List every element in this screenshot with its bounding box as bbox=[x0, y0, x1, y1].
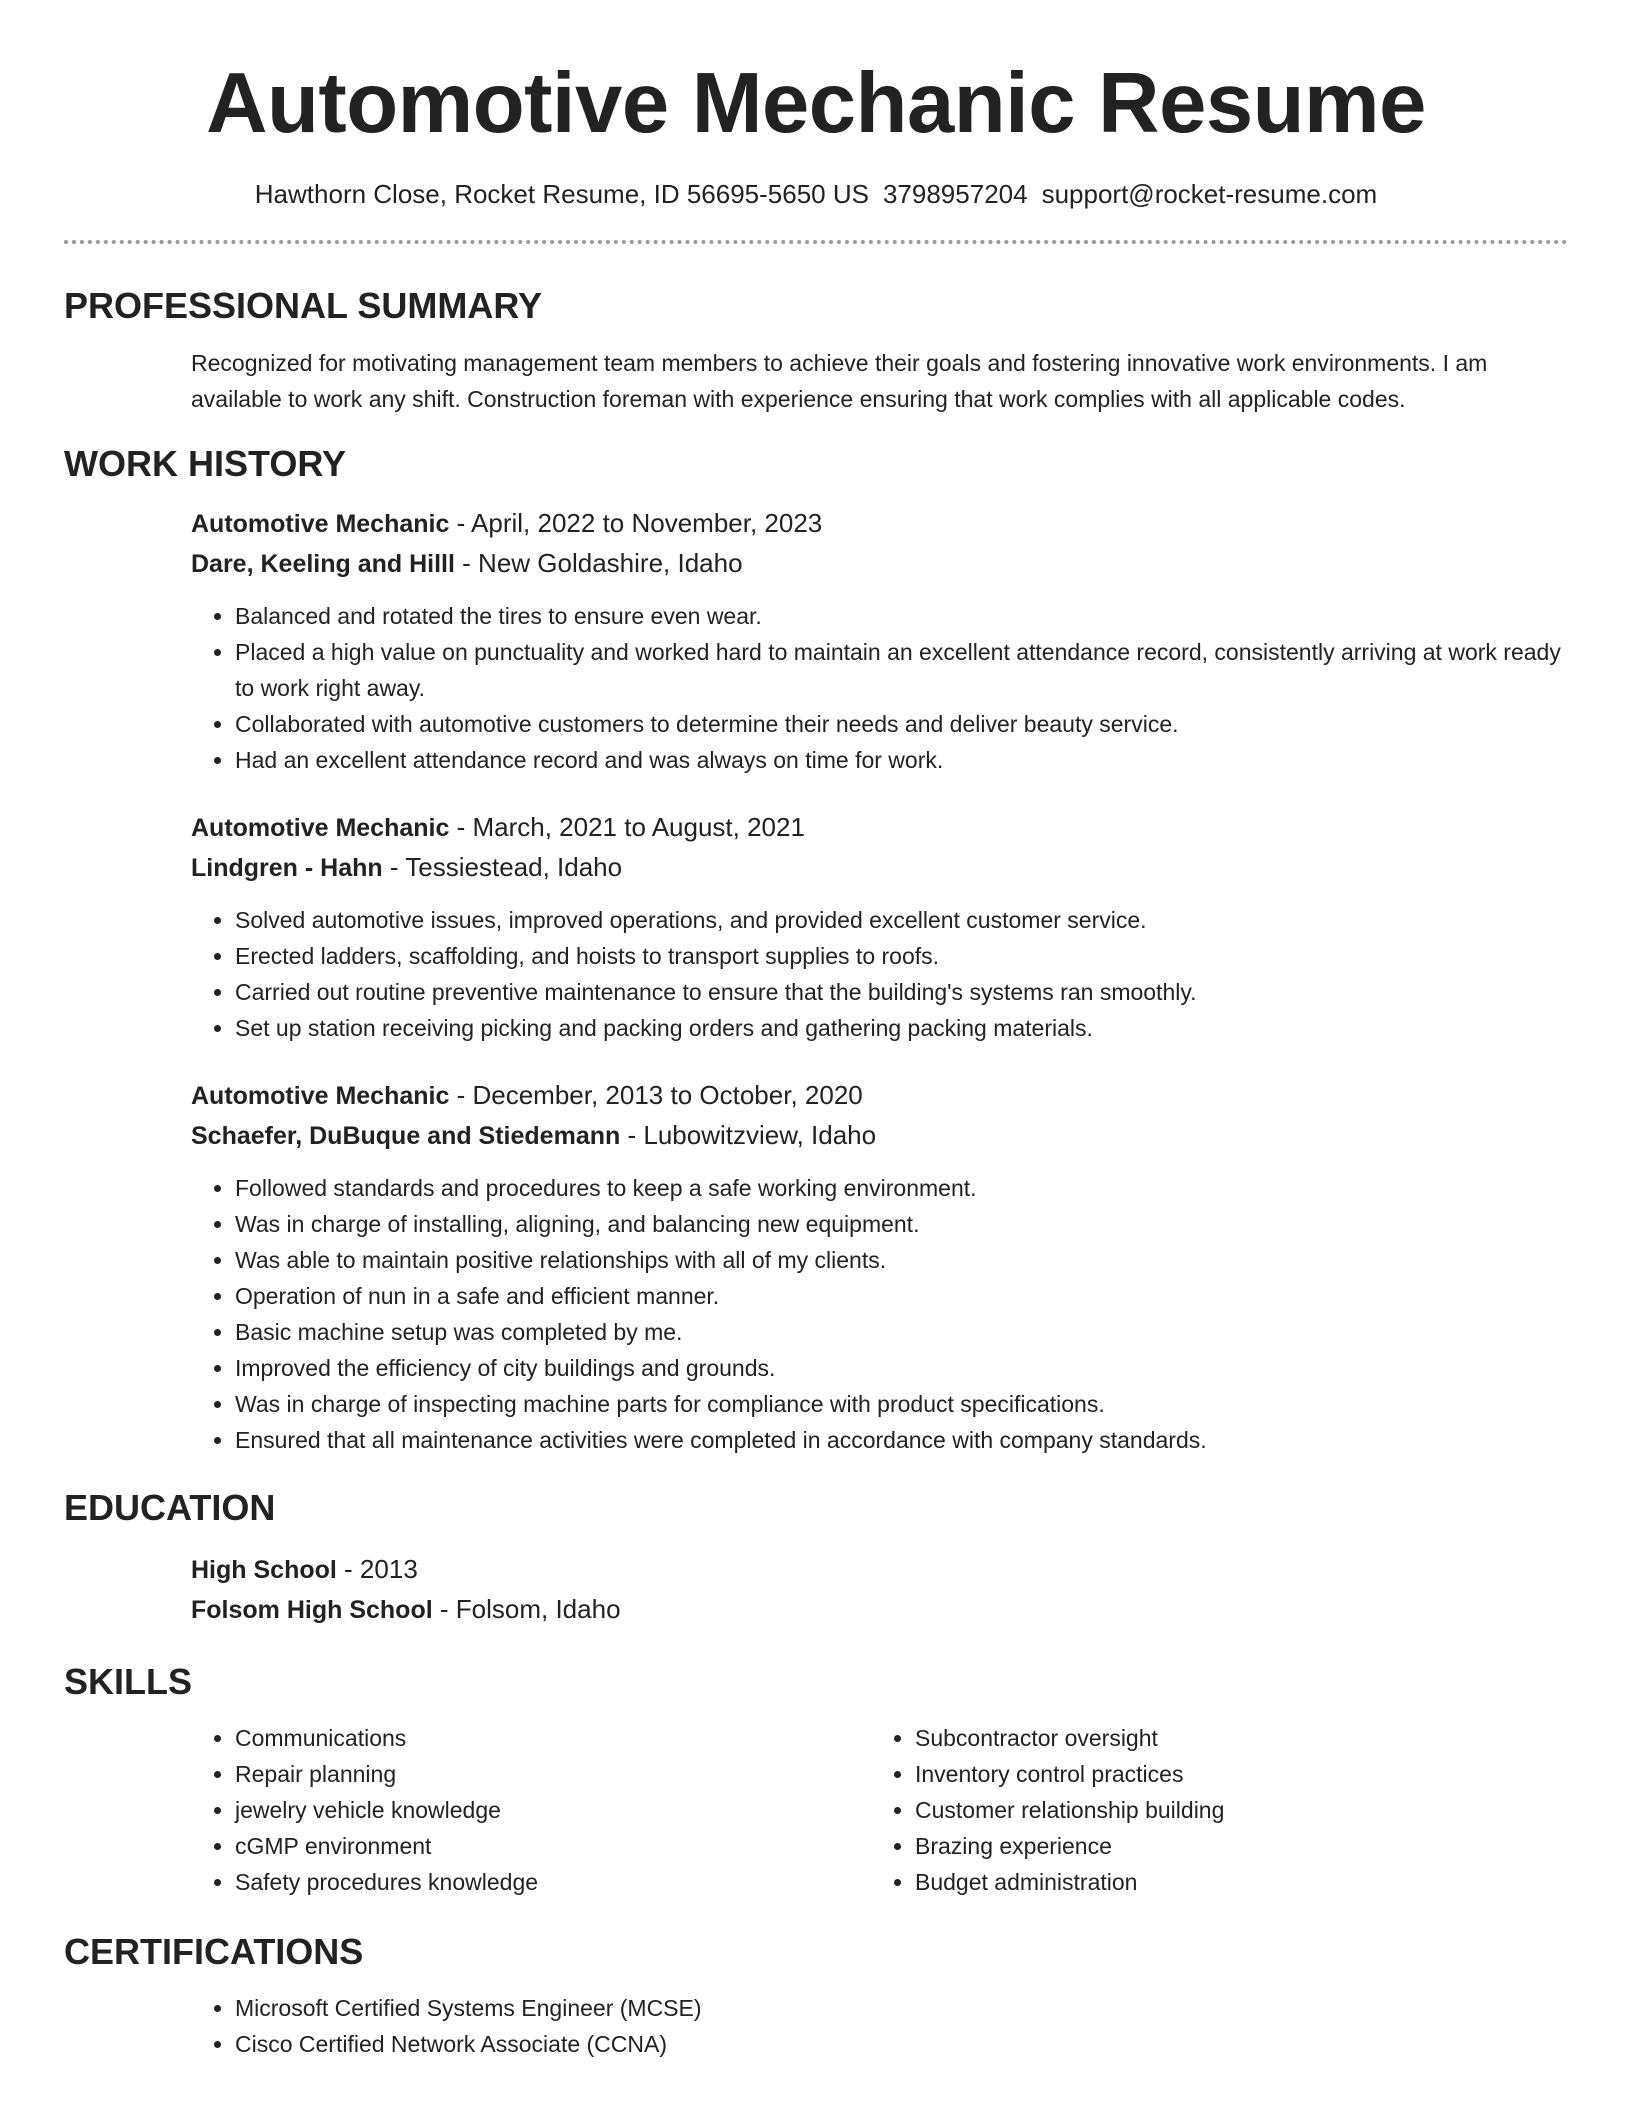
contact-line bbox=[64, 178, 1568, 210]
list-item: • Solved automotive issues, improved operations, and provided excellent customer service. bbox=[235, 902, 1568, 938]
job-dates: - April, 2022 to November, 2023 bbox=[449, 508, 823, 538]
job-entry bbox=[64, 504, 1568, 778]
list-item: • Collaborated with automotive customers to determine their needs and deliver beauty service. bbox=[235, 706, 1568, 742]
education-year: - 2013 bbox=[336, 1554, 418, 1584]
list-item: • Had an excellent attendance record and was always on time for work. bbox=[235, 742, 1568, 778]
certification-item: • Cisco Certified Network Associate (CCNA) bbox=[235, 2026, 1568, 2062]
education-degree-line bbox=[191, 1550, 1568, 1590]
list-item: • Carried out routine preventive maintenance to ensure that the building's systems ran smoothly. bbox=[235, 974, 1568, 1010]
job-dates: - March, 2021 to August, 2021 bbox=[449, 812, 805, 842]
list-item: • Basic machine setup was completed by me. bbox=[235, 1314, 1568, 1350]
job-location: - New Goldashire, Idaho bbox=[454, 548, 743, 578]
skill-item: • Inventory control practices bbox=[915, 1756, 1551, 1792]
list-item: • Was able to maintain positive relationships with all of my clients. bbox=[235, 1242, 1568, 1278]
job-company-line bbox=[191, 848, 1568, 888]
education-entry bbox=[64, 1550, 1568, 1630]
list-item: • Ensured that all maintenance activities were completed in accordance with company standards. bbox=[235, 1422, 1568, 1458]
skills-column-right bbox=[871, 1720, 1551, 1900]
job-entry bbox=[64, 1076, 1568, 1458]
certifications-bullets bbox=[191, 1990, 1568, 2062]
contact-email: support@rocket-resume.com bbox=[1041, 179, 1378, 209]
list-item: • Improved the efficiency of city buildings and grounds. bbox=[235, 1350, 1568, 1386]
list-item: • Was in charge of inspecting machine parts for compliance with product specifications. bbox=[235, 1386, 1568, 1422]
job-company-line bbox=[191, 1116, 1568, 1156]
skill-item: • jewelry vehicle knowledge bbox=[235, 1792, 871, 1828]
section-title-summary: PROFESSIONAL SUMMARY bbox=[64, 285, 543, 326]
header-divider bbox=[64, 240, 1568, 244]
skill-item: • Budget administration bbox=[915, 1864, 1551, 1900]
skill-item: • cGMP environment bbox=[235, 1828, 871, 1864]
skills-column-left bbox=[191, 1720, 871, 1900]
education-school-line bbox=[191, 1590, 1568, 1630]
resume-title: Automotive Mechanic Resume bbox=[206, 56, 1426, 151]
list-item: • Was in charge of installing, aligning, and balancing new equipment. bbox=[235, 1206, 1568, 1242]
section-title-education: EDUCATION bbox=[64, 1487, 276, 1528]
job-company: Lindgren - Hahn bbox=[191, 854, 383, 882]
job-role-line bbox=[191, 808, 1568, 848]
job-location: - Tessiestead, Idaho bbox=[382, 852, 623, 882]
job-company: Schaefer, DuBuque and Stiedemann bbox=[191, 1122, 621, 1150]
list-item: • Operation of nun in a safe and efficient manner. bbox=[235, 1278, 1568, 1314]
job-company: Dare, Keeling and Hilll bbox=[191, 550, 455, 578]
list-item: • Set up station receiving picking and packing orders and gathering packing materials. bbox=[235, 1010, 1568, 1046]
skill-item: • Communications bbox=[235, 1720, 871, 1756]
job-role: Automotive Mechanic bbox=[191, 1082, 450, 1110]
skill-item: • Subcontractor oversight bbox=[915, 1720, 1551, 1756]
job-dates: - December, 2013 to October, 2020 bbox=[449, 1080, 863, 1110]
contact-phone: 3798957204 bbox=[882, 179, 1028, 209]
section-title-work-history: WORK HISTORY bbox=[64, 443, 347, 484]
job-company-line bbox=[191, 544, 1568, 584]
job-role-line bbox=[191, 504, 1568, 544]
job-bullets bbox=[191, 902, 1568, 1046]
job-bullets bbox=[191, 1170, 1568, 1458]
section-title-skills: SKILLS bbox=[64, 1661, 193, 1702]
skill-item: • Brazing experience bbox=[915, 1828, 1551, 1864]
job-location: - Lubowitzview, Idaho bbox=[620, 1120, 877, 1150]
skill-item: • Customer relationship building bbox=[915, 1792, 1551, 1828]
job-role: Automotive Mechanic bbox=[191, 510, 450, 538]
skills-bullets-left bbox=[191, 1720, 871, 1900]
education-location: - Folsom, Idaho bbox=[432, 1594, 621, 1624]
skill-item: • Repair planning bbox=[235, 1756, 871, 1792]
list-item: • Erected ladders, scaffolding, and hoists to transport supplies to roofs. bbox=[235, 938, 1568, 974]
skills-bullets-right bbox=[871, 1720, 1551, 1900]
job-bullets bbox=[191, 598, 1568, 778]
education-degree: High School bbox=[191, 1556, 337, 1584]
skills-list bbox=[64, 1720, 1568, 1900]
list-item: • Placed a high value on punctuality and worked hard to maintain an excellent attendance record, consistently arriving at work ready to work right away. bbox=[235, 634, 1568, 706]
summary-text: Recognized for motivating management team members to achieve their goals and fostering innovative work environments. I am available to work any shift. Construction foreman with experience ensuring that work complies with all applicable codes. bbox=[191, 350, 1488, 412]
list-item: • Followed standards and procedures to keep a safe working environment. bbox=[235, 1170, 1568, 1206]
section-title-certifications: CERTIFICATIONS bbox=[64, 1931, 364, 1972]
contact-address: Hawthorn Close, Rocket Resume, ID 56695-5650 US bbox=[254, 179, 869, 209]
job-role-line bbox=[191, 1076, 1568, 1116]
certification-item: • Microsoft Certified Systems Engineer (MCSE) bbox=[235, 1990, 1568, 2026]
skill-item: • Safety procedures knowledge bbox=[235, 1864, 871, 1900]
job-role: Automotive Mechanic bbox=[191, 814, 450, 842]
certifications-list bbox=[64, 1990, 1568, 2062]
list-item: • Balanced and rotated the tires to ensure even wear. bbox=[235, 598, 1568, 634]
job-entry bbox=[64, 808, 1568, 1046]
education-school: Folsom High School bbox=[191, 1596, 433, 1624]
